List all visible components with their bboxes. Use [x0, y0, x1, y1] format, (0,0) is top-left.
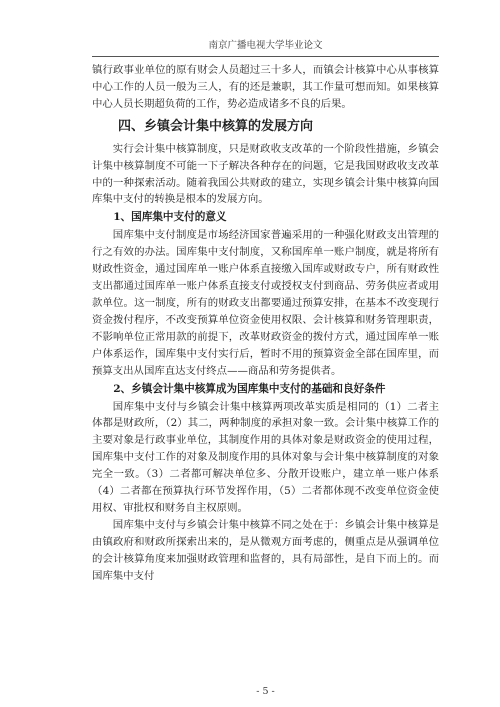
paragraph-differences: 国库集中支付与乡镇会计集中核算不同之处在于：乡镇会计集中核算是由镇政府和财政所探索出来的，是从微观方面考虑的，侧重点是从强调单位的会计核算角度来加强财政管理和监督的，具有局部性，是自下而上的。而国库集中支付: [92, 518, 439, 582]
page-number: - 5 -: [256, 686, 275, 697]
subheading-2: 2、乡镇会计集中核算成为国库集中支付的基础和良好条件: [113, 382, 386, 395]
paragraph-continued: 镇行政事业单位的原有财会人员超过三十多人，而镇会计核算中心从事核算中心工作的人员一般为三人，有的还是兼职，其工作量可想而知。如果核算中心人员长期超负荷的工作，势必造成诸多不良的后果。: [92, 64, 439, 110]
section-heading: 四、乡镇会计集中核算的发展方向: [118, 118, 314, 134]
paragraph-common-points: 国库集中支付与乡镇会计集中核算两项改革实质是相同的（1）二者主体都是财政所，（2）其二，两种制度的承担对象一致。会计集中核算工作的主要对象是行政事业单位，其制度作用的具体对象是财政资金的使用过程，国库集中支付工作的对象及制度作用的具体对象与会计集中核算制度的对象完全一致。（3）二者都可解决单位多、分散开设账户，建立单一账户体系（4）二者都在预算执行环节发挥作用，（5）二者都体现不改变单位资金使用权、审批权和财务自主权原则。: [92, 400, 439, 514]
paragraph-treasury-meaning: 国库集中支付制度是市场经济国家普遍采用的一种强化财政支出管理的行之有效的办法。国库集中支付制度，又称国库单一账户制度，就是将所有财政性资金，通过国库单一账户体系直接缴入国库或财政专户，所有财政性支出都通过国库单一账户体系直接支付或授权支付到商品、劳务供应者或用款单位。这一制度，所有的财政支出都要通过预算安排，在基本不改变现行资金拨付程序，不改变预算单位资金使用权限、会计核算和财务管理职责，不影响单位正常用款的前提下，改革财政资金的拨付方式，通过国库单一账户体系运作，国库集中支付实行后，暂时不用的预算资金全部在国库里，而预算支出从国库直达支付终点——商品和劳务提供者。: [92, 229, 439, 377]
header-divider: [92, 56, 439, 57]
paragraph-intro: 实行会计集中核算制度，只是财政收支改革的一个阶段性措施，乡镇会计集中核算制度不可能一下子解决各种存在的问题，它是我国财政收支改革中的一种探索活动。随着我国公共财政的建立，实现乡镇会计集中核算向国库集中支付的转换是根本的发展方向。: [92, 142, 439, 206]
page-header: 南京广播电视大学毕业论文: [208, 40, 323, 51]
subheading-1: 1、国库集中支付的意义: [113, 211, 227, 224]
document-body: [92, 62, 439, 584]
